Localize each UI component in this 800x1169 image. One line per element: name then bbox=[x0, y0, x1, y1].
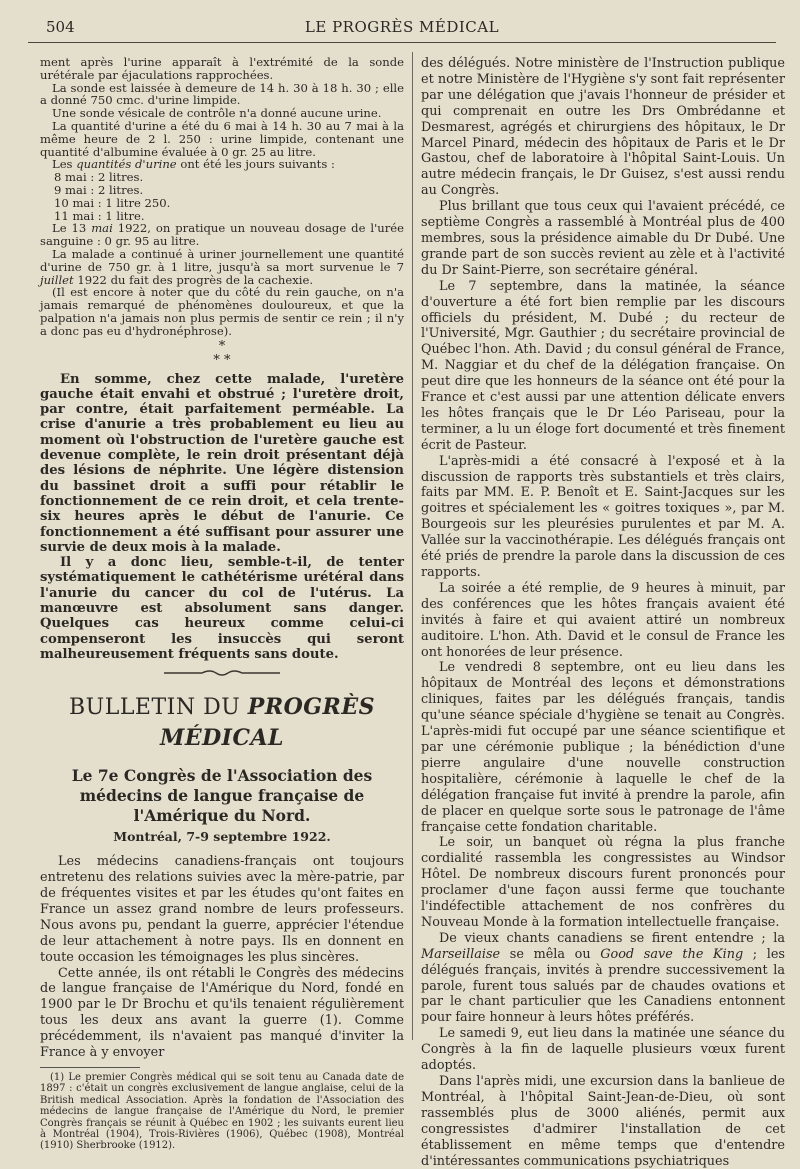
article-title: Le 7e Congrès de l'Association des médecins de langue française de l'Amérique du Nord. bbox=[71, 766, 373, 826]
article-paragraph: Le vendredi 8 septembre, ont eu lieu dans les hôpitaux de Montréal des leçons et démonstrations cliniques, faites par les délégués français, tandis qu'une séance spéciale d'hygiène se tenait au Congrès. L'après-midi fut occupé par une séance scientifique et par une cérémonie publique ; la bénédiction d'une pierre angulaire d'une nouvelle construction hospitalière, cérémonie à laquelle le chef de la délégation française fut invité à prendre la parole, afin de placer en quelque sorte sous le patronage de l'âme française cette fondation charitable. bbox=[421, 660, 785, 835]
case-paragraph: Une sonde vésicale de contrôle n'a donné aucune urine. bbox=[52, 106, 382, 121]
article-paragraph: Le soir, un banquet où régna la plus franche cordialité rassembla les congressistes au Windsor Hôtel. De nombreux discours furent prononcés pour proclamer d'une façon aussi ferme que touchante l'indéfectible attachement de nos confrères du Nouveau Monde à la formation intellectuelle française. bbox=[421, 835, 785, 930]
page-header bbox=[28, 14, 776, 43]
article-paragraph: La soirée a été remplie, de 9 heures à minuit, par des conférences que les hôtes français avaient été invités à faire et qui avaient attiré un nombreux auditoire. L'hon. Ath. David et le consul de France les ont honorées de leur présence. bbox=[421, 580, 785, 660]
list-item: 10 mai : 1 litre 250. bbox=[54, 195, 171, 210]
article-paragraph: De vieux chants canadiens se firent entendre ; la Marseillaise se mêla ou Good save the King ; les délégués français, invités à prendre successivement la parole, furent tous salués par de chaudes ovations et par le chant particulier que les Canadiens entonnent pour faire honneur à leurs hôtes préférés. bbox=[421, 930, 785, 1026]
list-item: 8 mai : 2 litres. bbox=[54, 170, 144, 185]
column-rule bbox=[412, 52, 413, 1040]
article-paragraph: Le 7 septembre, dans la matinée, la séance d'ouverture a été fort bien remplie par les discours officiels du président, M. Dubé ; du recteur de l'Université, Mgr. Gauthier ; du secrétaire provincial de Québec l'hon. Ath. David ; du consul général de France, M. Naggiar et du chef de la délégation française. On peut dire que les honneurs de la séance ont été pour la France et c'est aussi par une attention délicate envers les hôtes français que le Dr Léo Pariseau, pour la terminer, a lu un éloge fort documenté et très finement écrit de Pasteur. bbox=[421, 278, 785, 453]
article-paragraph: Les médecins canadiens-français ont toujours entretenu des relations suivies avec la mère-patrie, par de fréquentes visites et par les études qu'ont faites en France un assez grand nombre de leurs professeurs. Nous avons pu, pendant la guerre, apprécier l'étendue de leur attachement à notre pays. Ils en donnent en toute occasion les témoignages les plus sincères. bbox=[40, 854, 404, 965]
case-paragraph: Le 13 mai 1922, on pratique un nouveau dosage de l'urée sanguine : 0 gr. 95 au litre. bbox=[40, 221, 404, 249]
list-item: 9 mai : 2 litres. bbox=[54, 182, 144, 197]
article-subtitle: Montréal, 7-9 septembre 1922. bbox=[113, 829, 331, 845]
asterism: * * * bbox=[213, 338, 231, 368]
case-paragraph: La quantité d'urine a été du 6 mai à 14 h. 30 au 7 mai à la même heure de 2 l. 250 : urine limpide, contenant une quantité d'albumine évaluée à 0 gr. 25 au litre. bbox=[40, 118, 404, 159]
ornament-separator bbox=[162, 668, 282, 678]
article-paragraph: Dans l'après midi, une excursion dans la banlieue de Montréal, à l'hôpital Saint-Jean-de-Dieu, où sont rassemblés plus de 3000 aliénés, permit aux congressistes d'admirer l'installation de cet établissement en même temps que d'entendre d'intéressantes communications psychiatriques bbox=[421, 1074, 785, 1169]
case-paragraph: ment après l'urine apparaît à l'extrémité de la sonde urétérale par éjaculations rapprochées. bbox=[40, 55, 404, 82]
running-title: LE PROGRÈS MÉDICAL bbox=[304, 18, 500, 36]
urine-list bbox=[54, 171, 404, 222]
left-column bbox=[40, 56, 404, 1152]
body-paragraph: En somme, chez cette malade, l'uretère gauche était envahi et obstrué ; l'uretère droit, par contre, était parfaitement perméable. La crise d'anurie a très probablement eu lieu au moment où l'obstruction de l'uretère gauche est devenue complète, le rein droit présentant déjà des lésions de néphrite. Une légère distension du bassinet droit a suffi pour rétablir le fonctionnement de ce rein droit, et cela trente-six heures après le début de l'anurie. Ce fonctionnement a été suffisant pour assurer une survie de deux mois à la malade. bbox=[40, 371, 404, 555]
case-paragraph: La sonde est laissée à demeure de 14 h. 30 à 18 h. 30 ; elle a donné 750 cmc. d'urine limpide. bbox=[40, 80, 404, 108]
article-paragraph: L'après-midi a été consacré à l'exposé et à la discussion de rapports très substantiels et très clairs, faits par MM. E. P. Benoît et E. Saint-Jacques sur les goitres et spécialement les « goitres toxiques », par M. Bourgeois sur les pleurésies purulentes et par M. A. Vallée sur la vaccinothérapie. Les délégués français ont été priés de prendre la parole dans la discussion de ces rapports. bbox=[421, 453, 785, 580]
footnote-rule bbox=[40, 1067, 140, 1068]
article-paragraph: Le samedi 9, eut lieu dans la matinée une séance du Congrès à la fin de laquelle plusieurs vœux furent adoptés. bbox=[421, 1026, 785, 1074]
article-paragraph: des délégués. Notre ministère de l'Instruction publique et notre Ministère de l'Hygiène s'y sont fait représenter par une délégation que j'avais l'honneur de présider et qui comprenait en outre les Drs Ombrédanne et Desmarest, agrégés et chirurgiens des hôpitaux, le Dr Marcel Pinard, médecin des hôpitaux de Paris et le Dr Gastou, chef de laboratoire à l'hôpital Saint-Louis. Un autre médecin français, le Dr Guisez, s'est aussi rendu au Congrès. bbox=[421, 56, 785, 199]
page-number: 504 bbox=[46, 18, 75, 36]
list-item: 11 mai : 1 litre. bbox=[54, 208, 145, 223]
article-paragraph: Cette année, ils ont rétabli le Congrès des médecins de langue française de l'Amérique du Nord, fondé en 1900 par le Dr Brochu et qu'ils tenaient régulièrement tous les deux ans avant la guerre (1). Comme précédemment, ils n'avaient pas manqué d'inviter la France à y envoyer bbox=[40, 965, 404, 1061]
right-column bbox=[421, 56, 785, 1169]
case-paragraph: (Il est encore à noter que du côté du rein gauche, on n'a jamais remarqué de phénomènes douloureux, et que la palpation n'a jamais non plus permis de sentir ce rein ; il n'y a donc pas eu d'hydronéphrose). bbox=[40, 285, 404, 338]
case-paragraph: La malade a continué à uriner journellement une quantité d'urine de 750 gr. à 1 litre, jusqu'à sa mort survenue le 7 juillet 1922 du fait des progrès de la cachexie. bbox=[40, 246, 404, 287]
bulletin-heading: BULLETIN DU PROGRÈS MÉDICAL bbox=[69, 694, 375, 752]
body-paragraph: Il y a donc lieu, semble-t-il, de tenter systématiquement le cathétérisme urétéral dans l'anurie du cancer du col de l'utérus. La manœuvre est absolument sans danger. Quelques cas heureux comme celui-ci compenseront les insuccès qui seront malheureusement fréquents sans doute. bbox=[40, 555, 404, 662]
article-paragraph: Plus brillant que tous ceux qui l'avaient précédé, ce septième Congrès a rassemblé à Montréal plus de 400 membres, sous la présidence aimable du Dr Dubé. Une grande part de son succès revient au zèle et à l'activité du Dr Saint-Pierre, son secrétaire général. bbox=[421, 199, 785, 278]
case-paragraph: Les quantités d'urine ont été les jours suivants : bbox=[52, 157, 335, 172]
footnote: (1) Le premier Congrès médical qui se soit tenu au Canada date de 1897 : c'était un congrès exclusivement de langue anglaise, celui de la British medical Association. Après la fondation de l'Association des médecins de langue française de l'Amérique du Nord, le premier Congrès français se réunit à Québec en 1902 ; les suivants eurent lieu à Montréal (1904), Trois-Rivières (1906), Québec (1908), Montréal (1910) Sherbrooke (1912). bbox=[40, 1071, 404, 1152]
